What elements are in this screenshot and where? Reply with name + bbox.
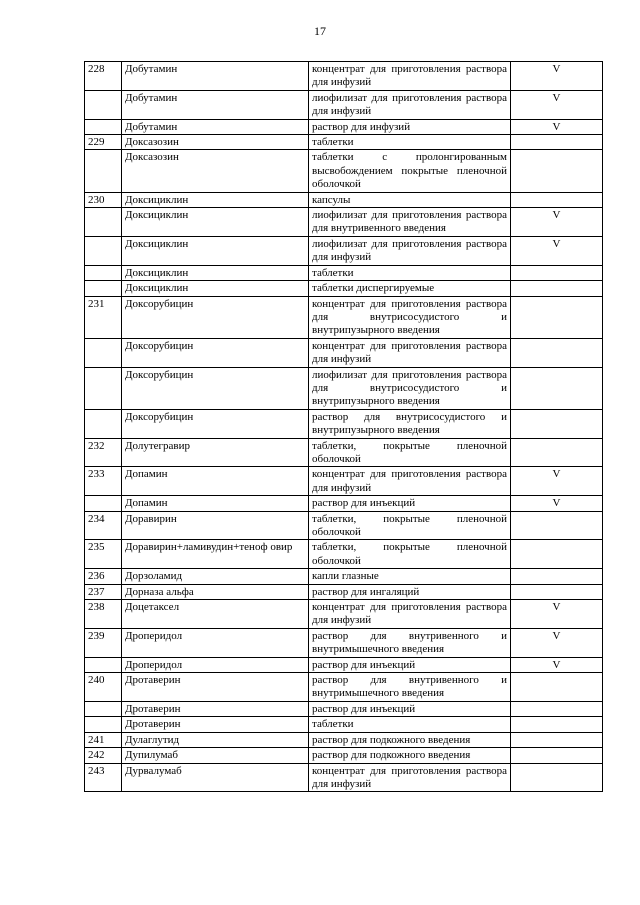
vital-mark	[511, 732, 603, 747]
drug-name: Дулаглутид	[122, 732, 309, 747]
vital-mark: V	[511, 62, 603, 91]
dosage-form: концентрат для приготовления раствора для инфузий	[309, 600, 511, 629]
dosage-form: раствор для инъекций	[309, 496, 511, 511]
table-row	[85, 467, 603, 496]
row-number	[85, 657, 122, 672]
drug-name: Доксициклин	[122, 192, 309, 207]
table-row	[85, 628, 603, 657]
row-number: 243	[85, 763, 122, 792]
table-row	[85, 511, 603, 540]
dosage-form: таблетки с пролонгированным высвобождением покрытые пленочной оболочкой	[309, 150, 511, 192]
table-row	[85, 135, 603, 150]
vital-mark	[511, 135, 603, 150]
table-row	[85, 62, 603, 91]
vital-mark	[511, 511, 603, 540]
table-row	[85, 208, 603, 237]
table-row	[85, 540, 603, 569]
vital-mark	[511, 338, 603, 367]
row-number: 231	[85, 296, 122, 338]
drug-name: Дроперидол	[122, 628, 309, 657]
dosage-form: концентрат для приготовления раствора для инфузий	[309, 62, 511, 91]
dosage-form: лиофилизат для приготовления раствора для внутривенного введения	[309, 208, 511, 237]
row-number: 236	[85, 569, 122, 584]
row-number: 240	[85, 673, 122, 702]
table-row	[85, 409, 603, 438]
vital-mark	[511, 763, 603, 792]
dosage-form: лиофилизат для приготовления раствора для внутрисосудистого и внутрипузырного введения	[309, 367, 511, 409]
dosage-form: таблетки	[309, 717, 511, 732]
drug-name: Доксазозин	[122, 150, 309, 192]
dosage-form: таблетки диспергируемые	[309, 281, 511, 296]
vital-mark	[511, 540, 603, 569]
row-number: 234	[85, 511, 122, 540]
drug-name: Долутегравир	[122, 438, 309, 467]
row-number	[85, 236, 122, 265]
table-row	[85, 763, 603, 792]
drug-name: Дротаверин	[122, 701, 309, 716]
vital-mark: V	[511, 600, 603, 629]
dosage-form: концентрат для приготовления раствора для инфузий	[309, 338, 511, 367]
row-number	[85, 265, 122, 280]
table-row	[85, 673, 603, 702]
table-row	[85, 192, 603, 207]
dosage-form: лиофилизат для приготовления раствора для инфузий	[309, 236, 511, 265]
vital-mark	[511, 409, 603, 438]
table-row	[85, 438, 603, 467]
vital-mark: V	[511, 628, 603, 657]
vital-mark	[511, 701, 603, 716]
drug-name: Доксициклин	[122, 281, 309, 296]
dosage-form: раствор для внутрисосудистого и внутрипузырного введения	[309, 409, 511, 438]
dosage-form: раствор для инъекций	[309, 657, 511, 672]
row-number	[85, 208, 122, 237]
row-number: 235	[85, 540, 122, 569]
dosage-form: таблетки, покрытые пленочной оболочкой	[309, 438, 511, 467]
table-row	[85, 584, 603, 599]
table-row	[85, 150, 603, 192]
dosage-form: раствор для подкожного введения	[309, 748, 511, 763]
vital-mark: V	[511, 467, 603, 496]
table-row	[85, 569, 603, 584]
row-number	[85, 90, 122, 119]
dosage-form: таблетки	[309, 265, 511, 280]
row-number: 230	[85, 192, 122, 207]
dosage-form: лиофилизат для приготовления раствора для инфузий	[309, 90, 511, 119]
table-row	[85, 701, 603, 716]
page-number: 17	[314, 24, 326, 38]
drug-name: Доксазозин	[122, 135, 309, 150]
row-number	[85, 496, 122, 511]
vital-mark	[511, 281, 603, 296]
table-row	[85, 236, 603, 265]
row-number	[85, 717, 122, 732]
vital-mark	[511, 296, 603, 338]
drug-name: Доксорубицин	[122, 338, 309, 367]
drug-table	[84, 61, 603, 792]
vital-mark	[511, 717, 603, 732]
drug-name: Доравирин+ламивудин+теноф овир	[122, 540, 309, 569]
row-number	[85, 701, 122, 716]
vital-mark: V	[511, 208, 603, 237]
row-number: 232	[85, 438, 122, 467]
vital-mark	[511, 192, 603, 207]
row-number	[85, 409, 122, 438]
dosage-form: таблетки, покрытые пленочной оболочкой	[309, 511, 511, 540]
drug-name: Дроперидол	[122, 657, 309, 672]
table-row	[85, 338, 603, 367]
vital-mark	[511, 150, 603, 192]
drug-name: Доксорубицин	[122, 409, 309, 438]
drug-name: Добутамин	[122, 90, 309, 119]
row-number: 242	[85, 748, 122, 763]
dosage-form: капсулы	[309, 192, 511, 207]
drug-name: Дорназа альфа	[122, 584, 309, 599]
row-number	[85, 367, 122, 409]
drug-name: Дротаверин	[122, 717, 309, 732]
drug-name: Допамин	[122, 496, 309, 511]
row-number: 241	[85, 732, 122, 747]
row-number: 239	[85, 628, 122, 657]
vital-mark	[511, 367, 603, 409]
row-number: 229	[85, 135, 122, 150]
dosage-form: концентрат для приготовления раствора для инфузий	[309, 467, 511, 496]
dosage-form: раствор для внутривенного и внутримышечного введения	[309, 673, 511, 702]
dosage-form: концентрат для приготовления раствора для внутрисосудистого и внутрипузырного введения	[309, 296, 511, 338]
table-row	[85, 281, 603, 296]
dosage-form: таблетки, покрытые пленочной оболочкой	[309, 540, 511, 569]
dosage-form: раствор для инфузий	[309, 119, 511, 134]
dosage-form: таблетки	[309, 135, 511, 150]
vital-mark	[511, 748, 603, 763]
row-number: 233	[85, 467, 122, 496]
vital-mark: V	[511, 119, 603, 134]
table-row	[85, 119, 603, 134]
drug-name: Дупилумаб	[122, 748, 309, 763]
dosage-form: раствор для инъекций	[309, 701, 511, 716]
drug-name: Доравирин	[122, 511, 309, 540]
vital-mark	[511, 438, 603, 467]
table-row	[85, 748, 603, 763]
drug-name: Доксициклин	[122, 236, 309, 265]
table-row	[85, 717, 603, 732]
vital-mark	[511, 673, 603, 702]
row-number	[85, 338, 122, 367]
row-number: 237	[85, 584, 122, 599]
table-row	[85, 367, 603, 409]
drug-name: Доксорубицин	[122, 367, 309, 409]
drug-name: Доксициклин	[122, 265, 309, 280]
vital-mark: V	[511, 496, 603, 511]
table-row	[85, 732, 603, 747]
drug-name: Добутамин	[122, 119, 309, 134]
dosage-form: капли глазные	[309, 569, 511, 584]
drug-name: Добутамин	[122, 62, 309, 91]
dosage-form: раствор для ингаляций	[309, 584, 511, 599]
row-number	[85, 281, 122, 296]
vital-mark: V	[511, 236, 603, 265]
row-number: 228	[85, 62, 122, 91]
vital-mark	[511, 265, 603, 280]
drug-name: Допамин	[122, 467, 309, 496]
dosage-form: концентрат для приготовления раствора для инфузий	[309, 763, 511, 792]
dosage-form: раствор для подкожного введения	[309, 732, 511, 747]
table-row	[85, 265, 603, 280]
drug-name: Дорзоламид	[122, 569, 309, 584]
drug-name: Доксициклин	[122, 208, 309, 237]
row-number	[85, 119, 122, 134]
vital-mark	[511, 584, 603, 599]
table-row	[85, 600, 603, 629]
drug-name: Доцетаксел	[122, 600, 309, 629]
table-row	[85, 496, 603, 511]
vital-mark: V	[511, 90, 603, 119]
row-number	[85, 150, 122, 192]
drug-name: Доксорубицин	[122, 296, 309, 338]
drug-table-body	[85, 62, 603, 792]
dosage-form: раствор для внутривенного и внутримышечного введения	[309, 628, 511, 657]
vital-mark: V	[511, 657, 603, 672]
table-row	[85, 90, 603, 119]
drug-name: Дротаверин	[122, 673, 309, 702]
table-row	[85, 296, 603, 338]
vital-mark	[511, 569, 603, 584]
table-row	[85, 657, 603, 672]
row-number: 238	[85, 600, 122, 629]
drug-name: Дурвалумаб	[122, 763, 309, 792]
